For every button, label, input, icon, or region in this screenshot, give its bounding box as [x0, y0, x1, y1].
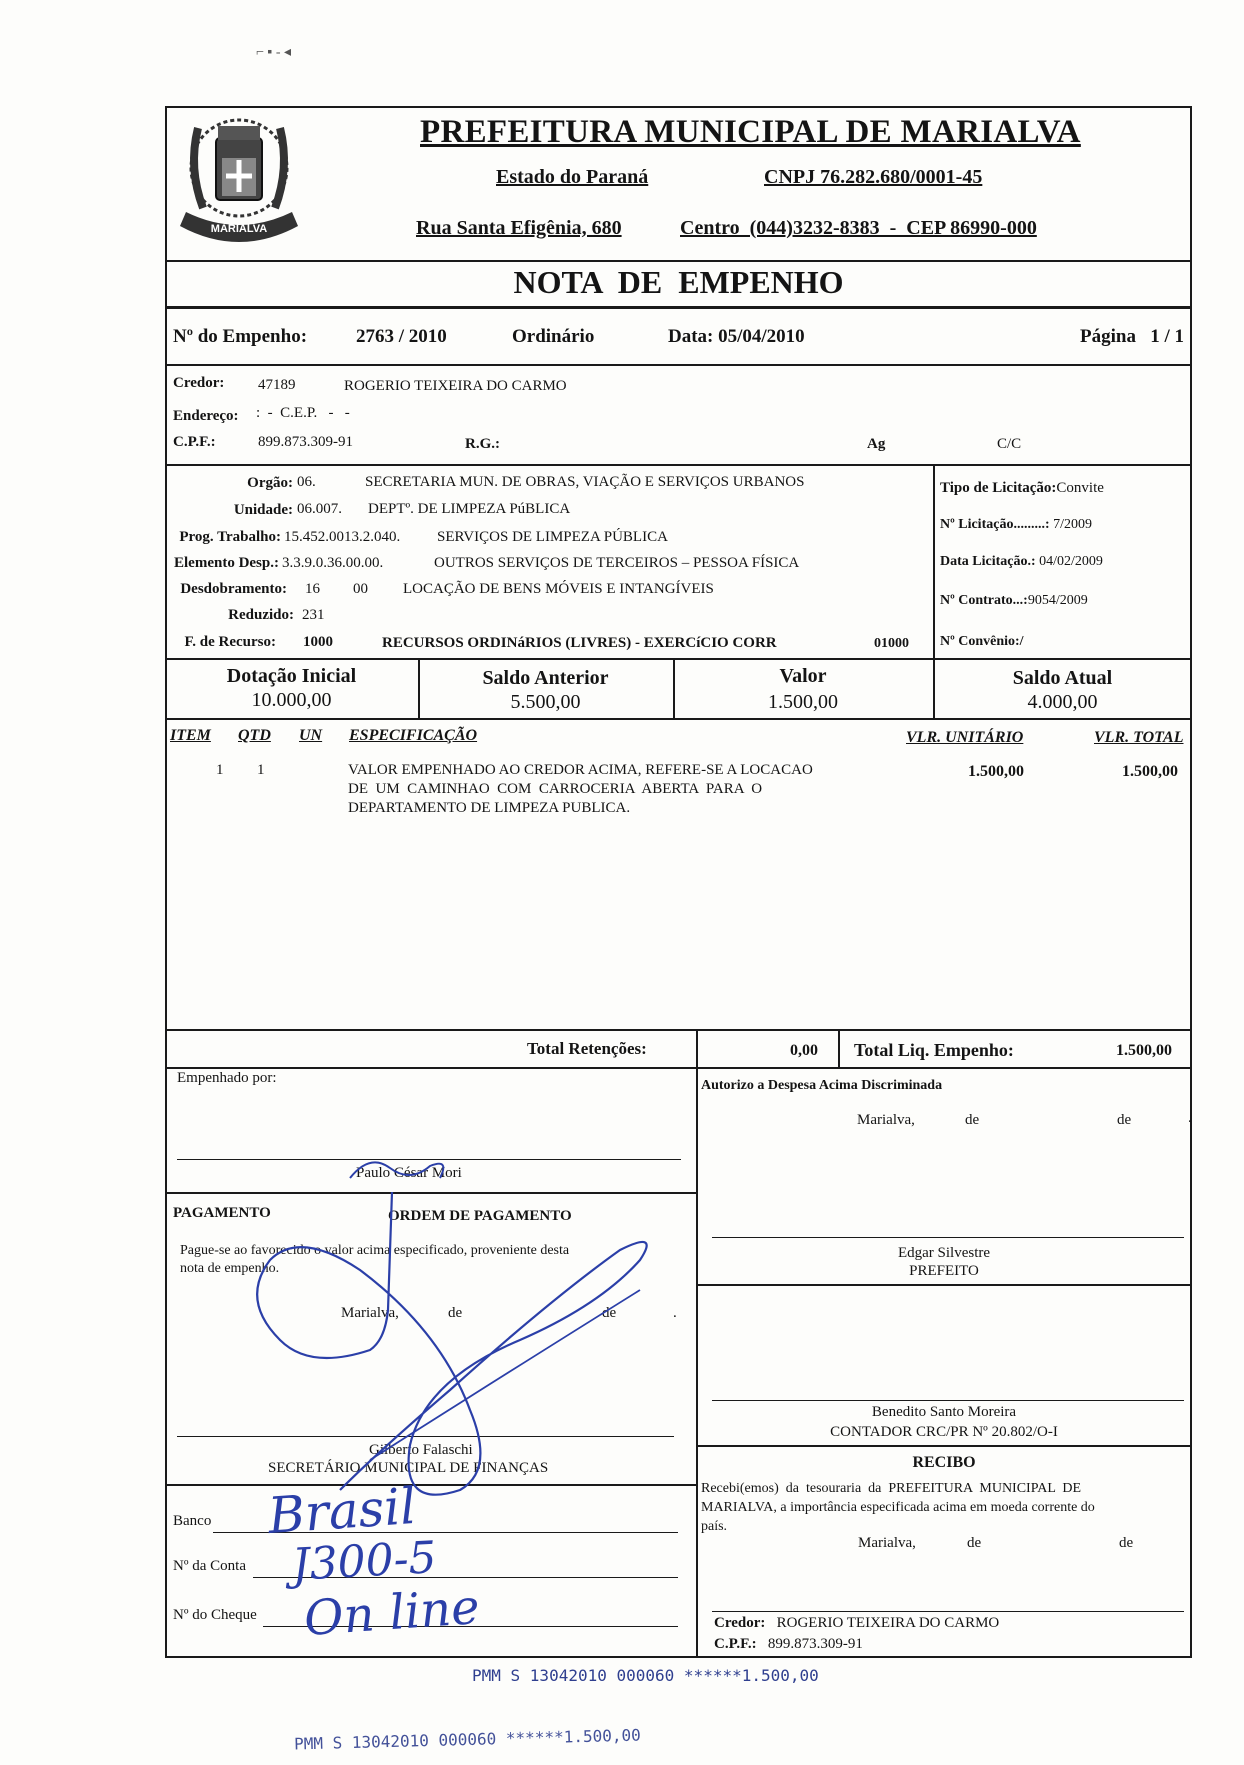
- pague-marialva: Marialva,: [341, 1305, 399, 1321]
- liq-value: 1.500,00: [1116, 1042, 1172, 1059]
- conta-handwritten: [291, 1532, 438, 1590]
- licitacao-data-label: Data Licitação.:: [940, 554, 1036, 569]
- elemento-label: Elemento Desp.:: [174, 555, 279, 571]
- item-desc-line3: DEPARTAMENTO DE LIMPEZA PUBLICA.: [348, 800, 631, 816]
- pagamento-label: PAGAMENTO: [173, 1205, 271, 1221]
- desdobramento-desc: LOCAÇÃO DE BENS MÓVEIS E INTANGÍVEIS: [403, 581, 714, 597]
- desdobramento-b: 00: [353, 581, 368, 597]
- pague-line1: Pague-se ao favorecido o valor acima especificado, proveniente desta: [180, 1243, 570, 1258]
- saldo-anterior-label: Saldo Anterior: [482, 667, 609, 689]
- page-number: Página 1 / 1: [1080, 326, 1184, 347]
- orgao-code: 06.: [297, 474, 316, 490]
- credor-label: Credor:: [173, 375, 225, 391]
- reduzido-label: Reduzido:: [228, 607, 294, 623]
- pague-de2: de: [602, 1305, 617, 1321]
- recibo-de2: de: [1119, 1535, 1134, 1551]
- retencoes-value: 0,00: [790, 1042, 818, 1059]
- recibo-cpf-label: C.P.F.:: [714, 1636, 757, 1652]
- licitacao-numero-value: 7/2009: [1053, 517, 1092, 532]
- contador-title: CONTADOR CRC/PR Nº 20.802/O-I: [830, 1424, 1058, 1440]
- unidade-desc: DEPTº. DE LIMPEZA PúBLICA: [368, 501, 571, 517]
- licitacao-tipo-value: Convite: [1056, 480, 1104, 496]
- cpf-value: 899.873.309-91: [258, 434, 353, 450]
- col-espec: ESPECIFICAÇÃO: [349, 727, 478, 744]
- scan-marks: ⌐ ▪ ‑ ◂: [256, 45, 292, 60]
- desdobramento-label: Desdobramento:: [180, 581, 287, 597]
- signature-empenhado: [340, 1148, 460, 1188]
- svg-text:MARIALVA: MARIALVA: [210, 223, 268, 235]
- liq-label: Total Liq. Empenho:: [854, 1040, 1014, 1060]
- recibo-credor: [714, 1615, 999, 1632]
- crest-logo: [168, 108, 310, 258]
- autorizo-de1: de: [965, 1112, 980, 1128]
- licitacao-data: [940, 554, 1103, 570]
- recibo-cpf-value: 899.873.309-91: [767, 1636, 863, 1652]
- desdobramento-a: 16: [305, 581, 320, 597]
- header-cnpj: CNPJ 76.282.680/0001-45: [764, 166, 983, 188]
- autorizo-label: Autorizo a Despesa Acima Discriminada: [701, 1078, 943, 1093]
- prefeito-title: PREFEITO: [909, 1263, 979, 1279]
- licitacao-convenio: Nº Convênio:/: [940, 634, 1024, 649]
- recibo-credor-label: Credor:: [714, 1615, 766, 1631]
- item-number: 1: [216, 762, 224, 778]
- item-qty: 1: [257, 762, 265, 778]
- conta-hand-text: J300-5: [290, 1532, 438, 1591]
- recibo-line1: Recebi(emos) da tesouraria da PREFEITURA MUNICIPAL DE: [701, 1481, 1082, 1496]
- banco-hand-text: Brasil: [266, 1476, 418, 1546]
- licitacao-contrato-label: Nº Contrato...:: [940, 593, 1028, 608]
- empenho-type: Ordinário: [512, 326, 595, 347]
- recurso-code2: 01000: [874, 636, 909, 651]
- recibo-line2: MARIALVA, a importância especificada acima em moeda corrente do: [701, 1500, 1095, 1515]
- item-unit-value: 1.500,00: [968, 763, 1024, 780]
- header-contact: Centro (044)3232-8383 - CEP 86990-000: [680, 217, 1037, 239]
- cc-label: C/C: [997, 436, 1022, 452]
- item-desc-line1: VALOR EMPENHADO AO CREDOR ACIMA, REFERE-SE A LOCACAO: [348, 762, 813, 778]
- licitacao-contrato-value: 9054/2009: [1027, 593, 1088, 608]
- licitacao-tipo-label: Tipo de Licitação:: [940, 480, 1057, 496]
- col-unit: VLR. UNITÁRIO: [906, 729, 1024, 746]
- col-qtd: QTD: [238, 727, 271, 744]
- saldo-atual-value: 4.000,00: [1027, 691, 1098, 713]
- col-total: VLR. TOTAL: [1094, 729, 1184, 746]
- header-state: Estado do Paraná: [496, 166, 649, 188]
- elemento-code: 3.3.9.0.36.00.00.: [282, 555, 384, 571]
- secretario-name: Gilberto Falaschi: [369, 1442, 473, 1458]
- unidade-code: 06.007.: [297, 501, 342, 517]
- banco-label: Banco: [173, 1513, 212, 1529]
- header-title: PREFEITURA MUNICIPAL DE MARIALVA: [420, 114, 1081, 150]
- licitacao-tipo: [940, 480, 1104, 497]
- cpf-label: C.P.F.:: [173, 434, 216, 450]
- retencoes-label: Total Retenções:: [527, 1039, 647, 1058]
- recurso-label: F. de Recurso:: [184, 634, 276, 650]
- prefeito-name: Edgar Silvestre: [897, 1245, 991, 1261]
- empenho-label: Nº do Empenho:: [173, 326, 308, 347]
- credor-name: ROGERIO TEIXEIRA DO CARMO: [344, 378, 567, 394]
- col-item: ITEM: [170, 727, 211, 744]
- unidade-label: Unidade:: [233, 502, 293, 518]
- ag-label: Ag: [867, 436, 886, 452]
- reduzido-value: 231: [302, 607, 325, 623]
- recurso-code: 1000: [303, 634, 333, 650]
- col-un: UN: [299, 727, 323, 744]
- autorizo-de2: de: [1117, 1112, 1132, 1128]
- valor-value: 1.500,00: [768, 691, 838, 713]
- ordem-label: ORDEM DE PAGAMENTO: [388, 1208, 572, 1224]
- licitacao-contrato: [940, 593, 1088, 609]
- licitacao-numero: [940, 517, 1092, 533]
- recibo-de1: de: [967, 1535, 982, 1551]
- recibo-credor-name: ROGERIO TEIXEIRA DO CARMO: [776, 1615, 1000, 1631]
- cheque-label: Nº do Cheque: [173, 1607, 257, 1623]
- doc-title: NOTA DE EMPENHO: [513, 264, 844, 300]
- dotacao-label: Dotação Inicial: [226, 665, 357, 687]
- autorizo-dot: .: [1188, 1110, 1192, 1126]
- recibo-marialva: Marialva,: [858, 1535, 916, 1551]
- recibo-line3: país.: [701, 1519, 728, 1534]
- saldo-atual-label: Saldo Atual: [1012, 667, 1113, 689]
- orgao-label: Orgão:: [247, 475, 293, 491]
- recibo-label: RECIBO: [912, 1454, 976, 1471]
- empenhado-name: Paulo César Mori: [356, 1165, 462, 1181]
- pague-de1: de: [448, 1305, 463, 1321]
- credor-code: 47189: [258, 377, 296, 393]
- empenho-number: 2763 / 2010: [356, 326, 447, 347]
- endereco-label: Endereço:: [173, 408, 239, 424]
- item-total-value: 1.500,00: [1122, 763, 1178, 780]
- secretario-title: SECRETÁRIO MUNICIPAL DE FINANÇAS: [268, 1460, 549, 1476]
- empenho-date: Data: 05/04/2010: [668, 326, 805, 347]
- item-desc-line2: DE UM CAMINHAO COM CARROCERIA ABERTA PARA O: [348, 781, 763, 797]
- header-address: Rua Santa Efigênia, 680: [416, 217, 622, 239]
- prog-desc: SERVIÇOS DE LIMPEZA PÚBLICA: [437, 529, 668, 545]
- dotacao-value: 10.000,00: [251, 689, 332, 711]
- recibo-cpf: [714, 1636, 863, 1653]
- cheque-hand-text: On line: [302, 1578, 482, 1648]
- valor-label: Valor: [779, 665, 827, 687]
- elemento-desc: OUTROS SERVIÇOS DE TERCEIROS – PESSOA FÍSICA: [434, 555, 800, 571]
- conta-label: Nº da Conta: [173, 1558, 246, 1574]
- prog-code: 15.452.0013.2.040.: [284, 529, 401, 545]
- contador-name: Benedito Santo Moreira: [871, 1404, 1017, 1420]
- prog-label: Prog. Trabalho:: [179, 529, 281, 545]
- recurso-desc: RECURSOS ORDINáRIOS (LIVRES) - EXERCíCIO CORR: [382, 635, 777, 651]
- licitacao-data-value: 04/02/2009: [1039, 554, 1103, 569]
- endereco-value: : - C.E.P. - -: [256, 405, 350, 421]
- payment-stamp-faint: PMM S 13042010 000060 ******1.500,00: [293, 1725, 641, 1754]
- empenhado-label: Empenhado por:: [177, 1070, 277, 1086]
- saldo-anterior-value: 5.500,00: [510, 691, 581, 713]
- orgao-desc: SECRETARIA MUN. DE OBRAS, VIAÇÃO E SERVIÇOS URBANOS: [365, 474, 805, 490]
- autorizo-marialva: Marialva,: [857, 1112, 915, 1128]
- pague-dot: .: [673, 1305, 677, 1321]
- payment-stamp: PMM S 13042010 000060 ******1.500,00: [472, 1666, 819, 1685]
- signature-ordem: [220, 1190, 680, 1520]
- licitacao-numero-label: Nº Licitação.........:: [940, 517, 1050, 532]
- pague-line2: nota de empenho.: [180, 1261, 280, 1276]
- rg-label: R.G.:: [465, 436, 500, 452]
